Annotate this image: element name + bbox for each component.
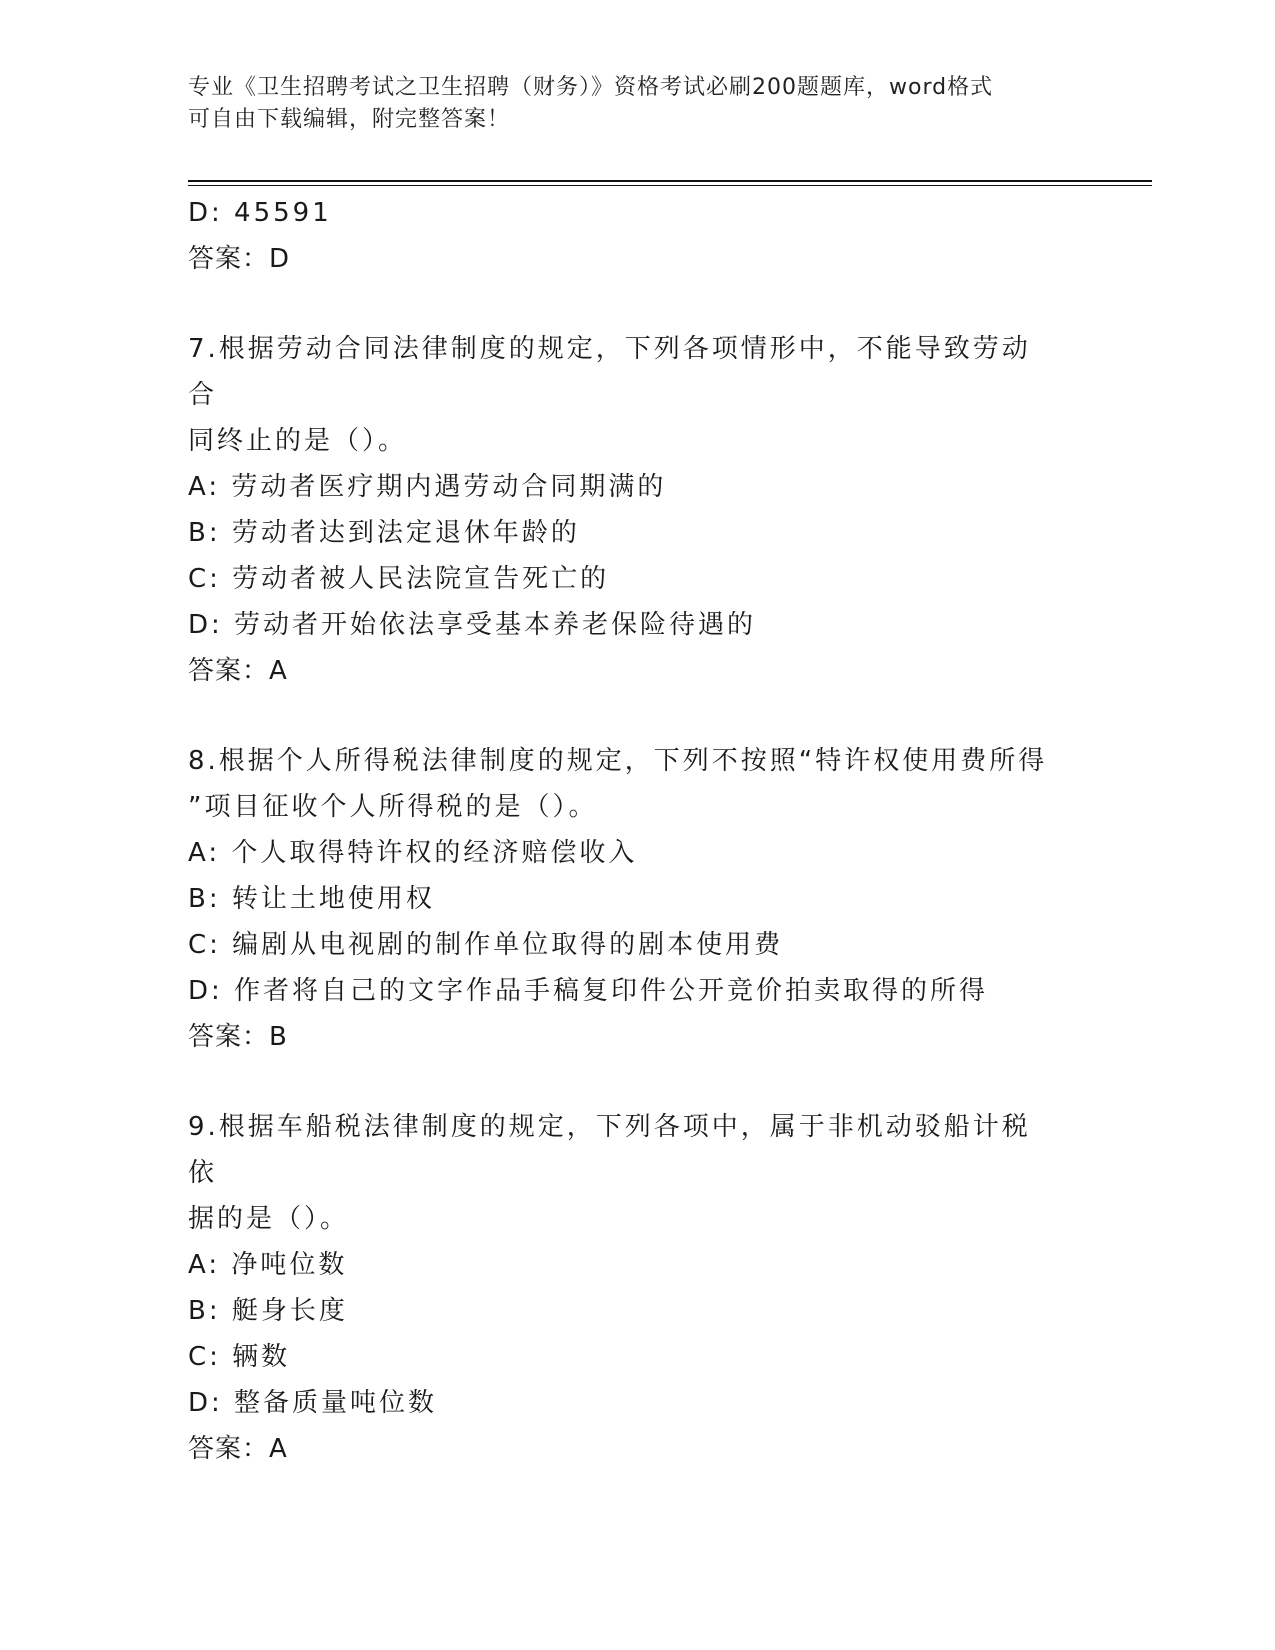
option-c: C: 辆数 [188,1342,291,1372]
answer-line: 答案：B [188,1022,288,1052]
option-b: B: 劳动者达到法定退休年龄的 [188,518,580,548]
header-line-2: 可自由下载编辑，附完整答案！ [188,107,511,132]
option-a: A: 净吨位数 [188,1250,348,1280]
option-d: D: 作者将自己的文字作品手稿复印件公开竞价拍卖取得的所得 [188,976,989,1006]
page-header [188,72,1068,136]
option-d: D: 整备质量吨位数 [188,1388,438,1418]
answer-line: 答案：D [188,244,291,274]
option-d: D: 45591 [188,198,332,228]
question-stem-line-2: 据的是（）。 [188,1204,350,1234]
option-b: B: 转让土地使用权 [188,884,435,914]
answer-line: 答案：A [188,656,288,686]
option-a: A: 劳动者医疗期内遇劳动合同期满的 [188,472,667,502]
question-7 [188,326,1088,694]
option-c: C: 劳动者被人民法院宣告死亡的 [188,564,610,594]
previous-question-tail [188,190,1088,282]
answer-line: 答案：A [188,1434,288,1464]
question-9 [188,1104,1088,1472]
question-content [188,190,1088,1472]
question-stem-line-1: 8.根据个人所得税法律制度的规定，下列不按照“特许权使用费所得 [188,746,1048,776]
question-stem-line-2: ”项目征收个人所得税的是（）。 [188,792,598,822]
header-divider-thick [188,180,1152,182]
header-line-1: 专业《卫生招聘考试之卫生招聘（财务）》资格考试必刷200题题库，word格式 [188,75,994,100]
option-b: B: 艇身长度 [188,1296,348,1326]
option-a: A: 个人取得特许权的经济赔偿收入 [188,838,638,868]
option-c: C: 编剧从电视剧的制作单位取得的剧本使用费 [188,930,784,960]
question-stem-line-2: 同终止的是（）。 [188,426,408,456]
option-d: D: 劳动者开始依法享受基本养老保险待遇的 [188,610,757,640]
question-stem-line-1: 7.根据劳动合同法律制度的规定，下列各项情形中，不能导致劳动合 [188,334,1031,410]
question-stem-line-1: 9.根据车船税法律制度的规定，下列各项中，属于非机动驳船计税依 [188,1112,1031,1188]
question-8 [188,738,1088,1060]
header-divider-thin [188,185,1152,186]
